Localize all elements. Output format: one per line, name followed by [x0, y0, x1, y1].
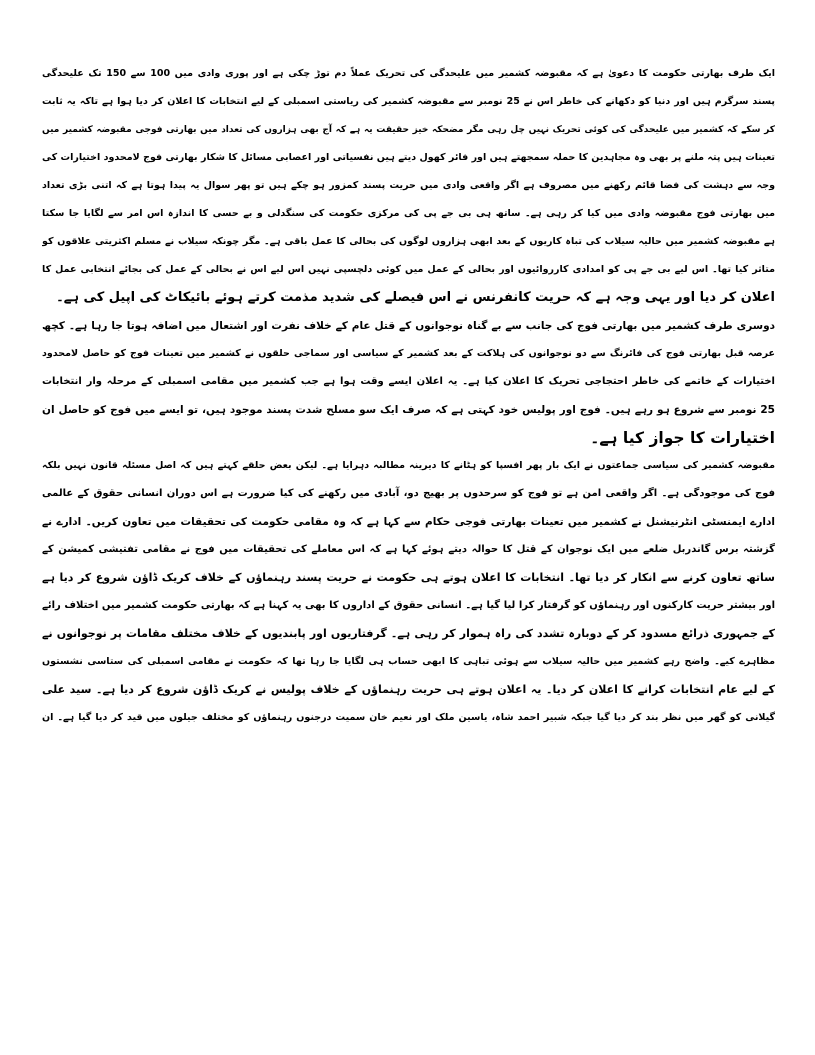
text-line: عرصہ قبل بھارتی فوج کی فائرنگ سے دو نوجوانوں کی ہلاکت کے بعد کشمیر کے سیاسی اور سماجی حلقوں نے کشمیر میں تعینات فوج کو حاصل لامحدود — [42, 348, 775, 359]
paragraph-3 — [42, 452, 775, 732]
text-line: پسند سرگرم ہیں اور دنیا کو دکھانے کی خاطر اس نے 25 نومبر سے مقبوضہ کشمیر کی ریاستی اسمبلی کے لیے انتخابات کا اعلان کر دیا ہوا ہے تاکہ یہ ثابت — [42, 96, 775, 107]
text-line: اختیارات کے خاتمے کی خاطر احتجاجی تحریک کا اعلان کیا ہے۔ یہ اعلان ایسے وقت ہوا ہے جب کشمیر میں مقامی اسمبلی کے مرحلہ وار انتخابات — [42, 376, 775, 387]
text-line: میں بھارتی فوج مقبوضہ وادی میں کیا کر رہی ہے۔ ساتھ ہی بی جے پی کی مرکزی حکومت کی سنگدلی و بے حسی کا اندازہ اس امر سے لگایا جا سکتا — [42, 208, 775, 219]
text-line: گزشتہ برس گاندربل ضلعے میں ایک نوجوان کے قتل کا حوالہ دیتے ہوئے کہا ہے کہ اس معاملے کی تحقیقات میں فوج نے مقامی تفتیشی کمیشن کے — [42, 544, 775, 555]
text-line: ایک طرف بھارتی حکومت کا دعویٰ ہے کہ مقبوضہ کشمیر میں علیحدگی کی تحریک عملاً دم توڑ چکی ہے اور پوری وادی میں 100 سے 150 تک علیحدگی — [42, 68, 775, 79]
text-line: متاثر کیا تھا۔ اس لیے بی جے پی کو امدادی کارروائیوں اور بحالی کے عمل میں کوئی دلچسپی نہیں اس لیے اس نے بحالی کے عمل کی بجائے انتخابی عمل کا — [42, 264, 775, 275]
text-line: اور بیشتر حریت کارکنوں اور رہنماؤں کو گرفتار کرا لیا گیا ہے۔ انسانی حقوق کے اداروں کا بھی یہ کہنا ہے کہ بھارتی حکومت کشمیر میں اختلاف رائے — [42, 600, 775, 611]
document-page — [42, 60, 775, 732]
text-line: اختیارات کا جواز کیا ہے۔ — [590, 429, 775, 447]
text-line: کر سکے کہ کشمیر میں علیحدگی کی کوئی تحریک نہیں چل رہی مگر مضحکہ خیز حقیقت یہ ہے کہ آج بھی ہزاروں کی تعداد میں بھارتی فوجی مقبوضہ کشمیر میں — [42, 125, 775, 135]
text-line: تعینات ہیں پتہ ملنے پر بھی وہ مجاہدین کا حملہ سمجھتے ہیں اور فائر کھول دیتے ہیں نفسیاتی اور اعصابی مسائل کا شکار بھارتی فوج لامحدود اختیارات کی — [42, 152, 775, 163]
text-line: مظاہرے کیے۔ واضح رہے کشمیر میں حالیہ سیلاب سے ہوئی تباہی کا ابھی حساب ہی لگایا جا رہا تھا کہ حکومت نے مقامی اسمبلی کی ستاسی نشستوں — [42, 656, 775, 667]
text-line: کے جمہوری ذرائع مسدود کر کے دوبارہ تشدد کی راہ ہموار کر رہی ہے۔ گرفتاریوں اور پابندیوں کے خلاف مختلف مقامات پر نوجوانوں نے — [42, 627, 775, 640]
text-line: وجہ سے دہشت کی فضا قائم رکھنے میں مصروف ہے اگر واقعی وادی میں حریت پسند کمزور ہو چکے ہیں تو پھر سوال یہ پیدا ہوتا ہے کہ اتنی بڑی تعداد — [42, 180, 775, 191]
text-line: ہے مقبوضہ کشمیر میں حالیہ سیلاب کی تباہ کاریوں کے بعد ابھی ہزاروں لوگوں کی بحالی کا عمل باقی ہے۔ مگر چونکہ سیلاب نے مسلم اکثریتی علاقوں کو — [42, 236, 775, 247]
text-line: گیلانی کو گھر میں نظر بند کر دیا گیا جبکہ شبیر احمد شاہ، یاسین ملک اور نعیم خان سمیت درجنوں رہنماؤں کو مختلف جیلوں میں قید کر دیا گیا ہے۔ ان — [42, 712, 775, 723]
text-line: دوسری طرف کشمیر میں بھارتی فوج کی جانب سے بے گناہ نوجوانوں کے قتل عام کے خلاف نفرت اور اشتعال میں اضافہ ہوتا جا رہا ہے۔ کچھ — [42, 320, 775, 332]
paragraph-1 — [42, 60, 775, 312]
text-line: مقبوضہ کشمیر کی سیاسی جماعتوں نے ایک بار پھر افسپا کو ہٹانے کا دیرینہ مطالبہ دہرایا ہے۔ لیکن بعض حلقے کہتے ہیں کہ اصل مسئلہ قانون نہیں بلکہ — [42, 460, 775, 471]
text-line: اعلان کر دیا اور یہی وجہ ہے کہ حریت کانفرنس نے اس فیصلے کی شدید مذمت کرتے ہوئے بائیکاٹ کی اپیل کی ہے۔ — [56, 290, 775, 305]
paragraph-2 — [42, 312, 775, 452]
text-line: فوج کی موجودگی ہے۔ اگر واقعی امن ہے تو فوج کو سرحدوں پر بھیج دو، آبادی میں رکھنے کی کیا ضرورت ہے اس دوران انسانی حقوق کے عالمی — [42, 488, 775, 499]
text-line: 25 نومبر سے شروع ہو رہے ہیں۔ فوج اور پولیس خود کہتی ہے کہ صرف ایک سو مسلح شدت پسند موجود ہیں، تو ایسے میں فوج کو حاصل ان — [42, 404, 775, 416]
text-line: کے لیے عام انتخابات کرانے کا اعلان کر دیا۔ یہ اعلان ہوتے ہی حریت رہنماؤں کے خلاف پولیس نے کریک ڈاؤن شروع کر دیا ہے۔ سید علی — [42, 683, 775, 696]
text-line: ادارے ایمنسٹی انٹرنیشنل نے کشمیر میں تعینات بھارتی فوجی حکام سے کہا ہے کہ وہ مقامی حکومت کی تحقیقات میں تعاون کریں۔ ادارے نے — [42, 516, 775, 528]
text-line: ساتھ تعاون کرنے سے انکار کر دیا تھا۔ انتخابات کا اعلان ہوتے ہی حکومت نے حریت پسند رہنماؤں کے خلاف کریک ڈاؤن شروع کر دیا ہے — [42, 571, 775, 584]
